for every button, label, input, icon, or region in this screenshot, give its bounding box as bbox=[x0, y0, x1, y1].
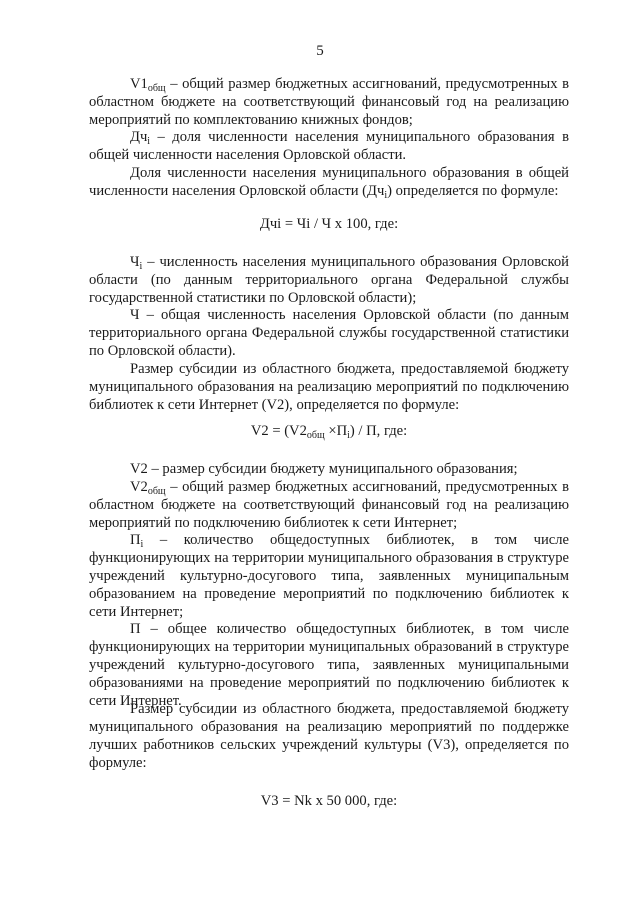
subscript: общ bbox=[147, 486, 166, 497]
subscript: i bbox=[384, 190, 388, 201]
text: – общий размер бюджетных ассигнований, предусмотренных в областном бюджете на соответствующий финансовый год на реализацию мероприятий по подключению библиотек к сети Интернет; bbox=[89, 479, 569, 531]
formula-v3: V3 = Nk х 50 000, где: bbox=[260, 793, 398, 809]
symbol: П bbox=[130, 532, 141, 548]
paragraph-chi-definition bbox=[89, 253, 569, 307]
paragraph-v1-definition bbox=[89, 75, 569, 129]
symbol: Ч bbox=[130, 254, 140, 270]
subscript: общ bbox=[306, 430, 325, 441]
subscript: i bbox=[140, 539, 144, 550]
paragraph-v2obsh-definition bbox=[89, 478, 569, 532]
subscript: общ bbox=[147, 83, 166, 94]
symbol: V2 bbox=[130, 479, 148, 495]
subscript: i bbox=[139, 261, 143, 272]
formula-part: ×П bbox=[324, 423, 348, 439]
paragraph-dchi-definition bbox=[89, 128, 569, 164]
paragraph-v2-intro: Размер субсидии из областного бюджета, предоставляемой бюджету муниципального образования на реализацию мероприятий по подключению библиотек к сети Интернет (V2), определяется по формуле: bbox=[89, 361, 569, 413]
paragraph-p-definition: П – общее количество общедоступных библиотек, в том числе функционирующих на территории муниципальных образований в структуре учреждений культурно-досугового типа, заявленных муниципальными образованиями на проведение мероприятий по подключению библиотек к сети Интернет. bbox=[89, 621, 569, 709]
paragraph-v2-definition: V2 – размер субсидии бюджету муниципального образования; bbox=[130, 461, 518, 477]
page-number: 5 bbox=[316, 43, 324, 59]
text: – количество общедоступных библиотек, в том числе функционирующих на территории муниципального образования в структуре учреждений культурно-досугового типа, заявленных муниципальным образованием на проведение мероприятий по подключению библиотек к сети Интернет; bbox=[89, 532, 569, 620]
formula-part: V2 = (V2 bbox=[250, 423, 307, 439]
paragraph-share-intro bbox=[89, 164, 569, 200]
formula-part: ) / П, где: bbox=[349, 423, 408, 439]
paragraph-v3-intro: Размер субсидии из областного бюджета, предоставляемой бюджету муниципального образования на реализацию мероприятий по поддержке лучших работников сельских учреждений культуры (V3), определяется по формуле: bbox=[89, 701, 569, 771]
subscript: i bbox=[147, 136, 151, 147]
text: Доля численности населения муниципального образования в общей численности населения Орловской области (Дч bbox=[89, 165, 569, 199]
formula-share: Дчi = Чi / Ч х 100, где: bbox=[259, 216, 399, 232]
paragraph-pi-definition bbox=[89, 531, 569, 621]
symbol: Дч bbox=[130, 129, 148, 145]
text: – численность населения муниципального образования Орловской области (по данным территориального органа Федеральной службы государственной статистики по Орловской области); bbox=[89, 254, 569, 306]
subscript: i bbox=[347, 430, 350, 441]
paragraph-ch-definition: Ч – общая численность населения Орловской области (по данным территориального органа Федеральной службы государственной статистики по Орловской области). bbox=[89, 307, 569, 359]
text: – общий размер бюджетных ассигнований, предусмотренных в областном бюджете на соответствующий финансовый год на реализацию мероприятий по комплектованию книжных фондов; bbox=[89, 76, 569, 128]
text-end: ) определяется по формуле: bbox=[387, 183, 559, 199]
symbol: V1 bbox=[130, 76, 148, 92]
text: – доля численности населения муниципального образования в общей численности населения Орловской области. bbox=[89, 129, 569, 163]
formula-v2 bbox=[89, 422, 569, 440]
